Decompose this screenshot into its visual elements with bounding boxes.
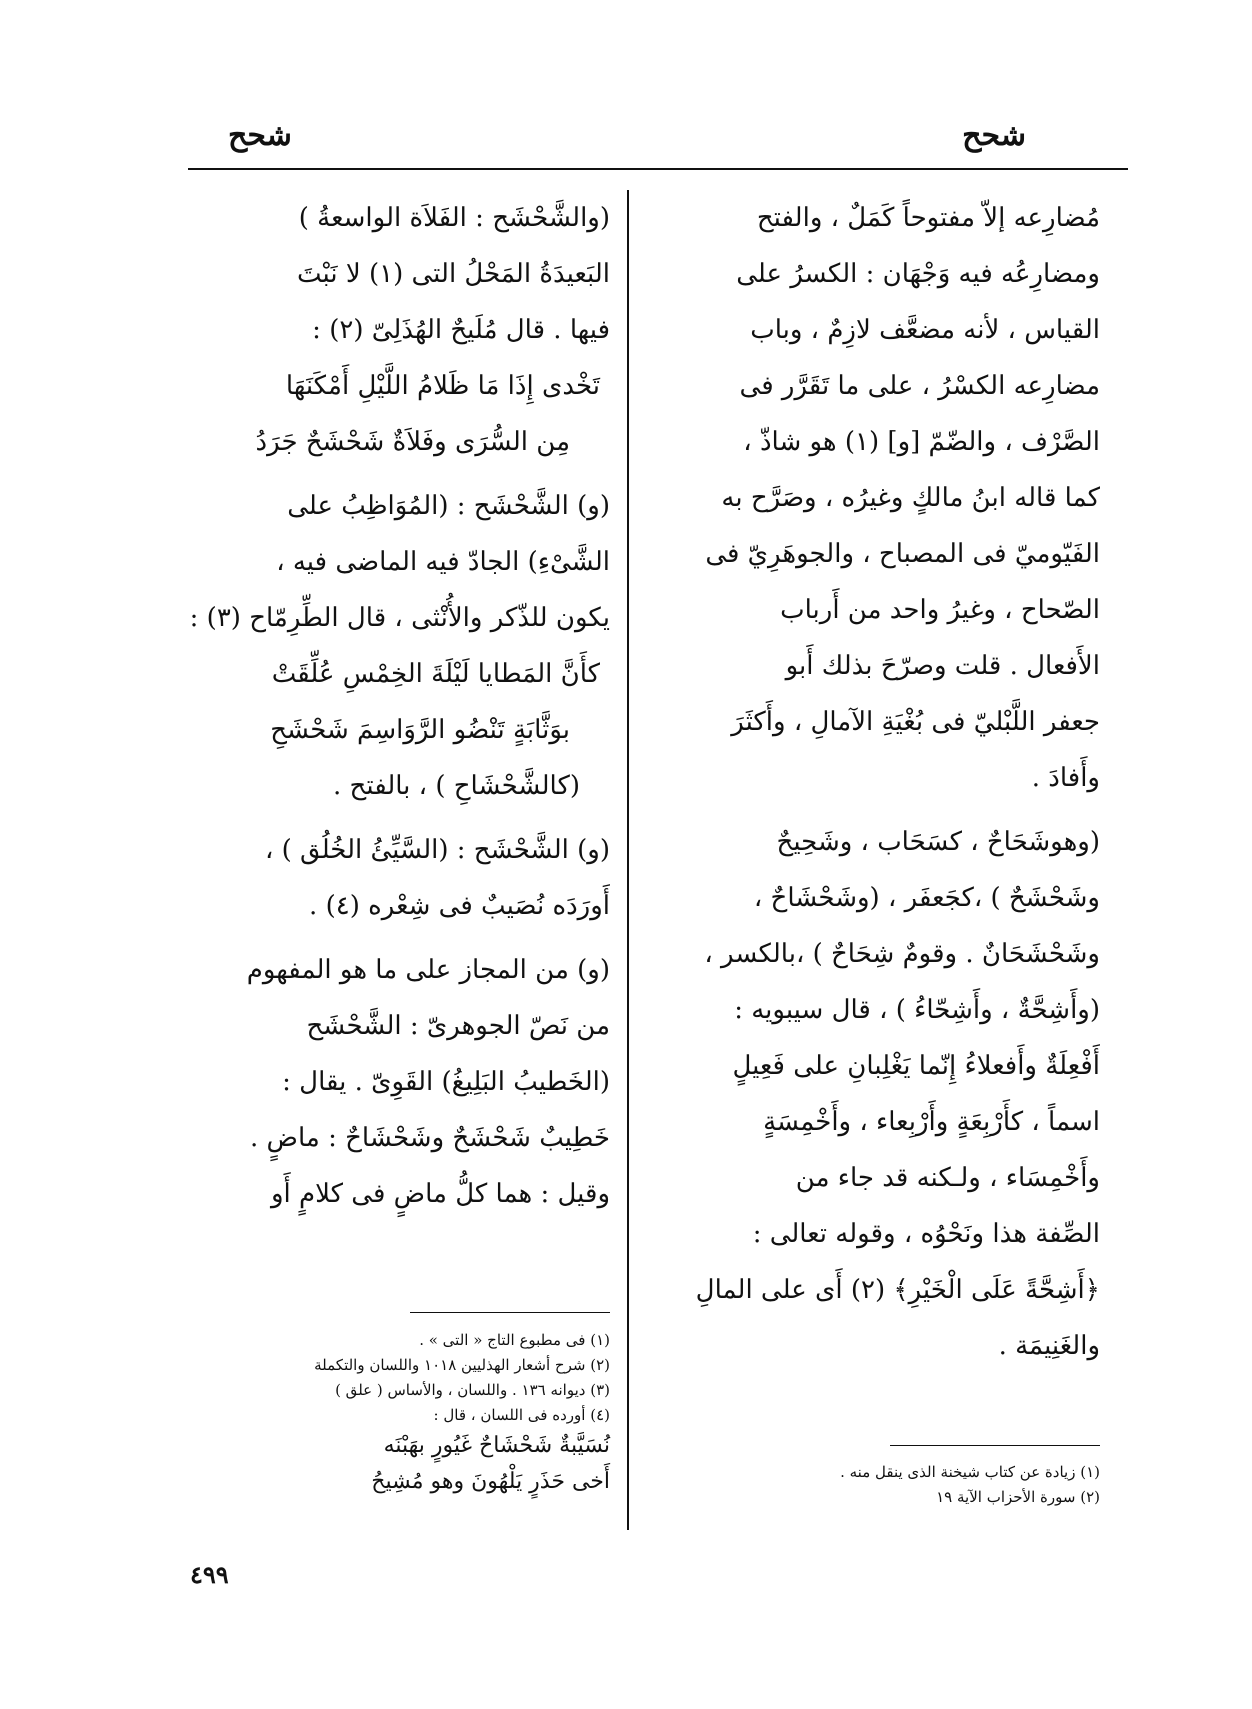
text-line: وشَحْشَحَانٌ . وقومٌ شِحَاحٌ ) ،بالكسر ، xyxy=(704,939,1100,969)
text-line: البَعيدَةُ المَحْلُ التى (١) لا نَبْتَ xyxy=(297,259,610,289)
text-line: (والشَّحْشَح : الفَلاَة الواسعةُ ) xyxy=(298,203,610,233)
left-paragraph-3 xyxy=(170,758,610,814)
text-line: (وأَشِحَّةٌ ، وأَشِحّاءُ ) ، قال سيبويه : xyxy=(734,995,1100,1025)
footnote-rule-right xyxy=(890,1445,1100,1446)
text-line: مضارِعه الكسْرُ ، على ما تَقَرَّر فى xyxy=(739,371,1100,401)
text-line: وقيل : هما كلُّ ماضٍ فى كلامٍ أَو xyxy=(270,1179,610,1209)
footnote: (٤) أورده فى اللسان ، قال : xyxy=(433,1406,610,1424)
right-paragraph-2 xyxy=(650,814,1100,1374)
header-rule xyxy=(188,168,1128,170)
page-header-right: شحح xyxy=(962,118,1026,153)
left-paragraph-4 xyxy=(170,822,610,934)
verse-line: بوَثَّابَةٍ تَنْضُو الرَّوَاسِمَ شَحْشَحِ xyxy=(270,715,570,745)
text-line: الفَيّوميّ فى المصباح ، والجوهَرِيّ فى xyxy=(705,539,1100,569)
footnote-rule-left xyxy=(410,1312,610,1313)
footnote: (٣) ديوانه ١٣٦ . واللسان ، والأساس ( علق ) xyxy=(335,1381,610,1399)
text-line: الأَفعال . قلت وصرّحَ بذلك أَبو xyxy=(785,651,1100,681)
text-line: كما قاله ابنُ مالكٍ وغيرُه ، وصَرَّح به xyxy=(721,483,1100,513)
left-paragraph-2 xyxy=(170,478,610,646)
text-line: فيها . قال مُلَيحٌ الهُذَلِىّ (٢) : xyxy=(312,315,610,345)
footnotes-left xyxy=(300,1328,610,1500)
verse-2 xyxy=(170,646,610,758)
text-line: ﴿أَشِحَّةً عَلَى الْخَيْرِ﴾ (٢) أَى على المالِ xyxy=(695,1275,1100,1305)
text-line: (و) الشَّحْشَح : (المُوَاظِبُ على xyxy=(287,491,610,521)
text-line: مُضارِعه إلاّ مفتوحاً كَمَلٌ ، والفتح xyxy=(756,203,1100,233)
text-line: (الخَطيبُ البَلِيغُ) القَوِىّ . يقال : xyxy=(282,1067,610,1097)
text-line: خَطِيبٌ شَحْشَحٌ وشَحْشَاحٌ : ماضٍ . xyxy=(250,1123,610,1153)
footnote-verse-line: أَخى حَذَرٍ يَلْهُونَ وهو مُشِيحُ xyxy=(371,1469,610,1494)
text-line: وأَخْمِسَاء ، ولـكنه قد جاء من xyxy=(795,1163,1100,1193)
footnote-verse-line: نُسَيَّبةٌ شَحْشَاحٌ غَيُورٍ بهَبْنَه xyxy=(383,1433,610,1458)
footnote: (١) فى مطبوع التاج « التى » . xyxy=(419,1331,610,1349)
page-number: ٤٩٩ xyxy=(190,1560,229,1589)
text-line: ومضارِعُه فيه وَجْهَان : الكسرُ على xyxy=(736,259,1100,289)
text-line: من نَصّ الجوهرىّ : الشَّحْشَح xyxy=(306,1011,610,1041)
text-line: جعفر اللَّبْليّ فى بُغْيَةِ الآمالِ ، وأَكثَرَ xyxy=(731,707,1100,737)
verse-1 xyxy=(170,358,610,470)
text-line: والغَنِيمَة . xyxy=(998,1331,1100,1361)
page-header-left: شحح xyxy=(228,118,292,153)
text-line: وشَحْشَحٌ ) ،كجَعفَر ، (وشَحْشَاحٌ ، xyxy=(753,883,1100,913)
text-line: اسماً ، كأَرْبِعَةٍ وأَرْبِعاء ، وأَخْمِسَةٍ xyxy=(763,1107,1100,1137)
footnote: (١) زيادة عن كتاب شيخنة الذى ينقل منه . xyxy=(840,1463,1100,1481)
text-line: أَورَدَه نُصَيبٌ فى شِعْره (٤) . xyxy=(309,891,610,921)
left-paragraph-5 xyxy=(170,942,610,1222)
footnote: (٢) سورة الأحزاب الآية ١٩ xyxy=(936,1488,1100,1506)
text-line: الصِّفة هذا ونَحْوُه ، وقوله تعالى : xyxy=(752,1219,1100,1249)
text-line: الصَّرْف ، والضّمّ [و] (١) هو شاذّ ، xyxy=(743,427,1100,457)
text-line: الصّحاح ، وغيرُ واحد من أَرباب xyxy=(780,595,1100,625)
right-paragraph-1 xyxy=(650,190,1100,806)
text-line: القياس ، لأنه مضعَّف لازِمٌ ، وباب xyxy=(750,315,1100,345)
verse-line: كأَنَّ المَطايا لَيْلَةَ الخِمْسِ عُلِّقَتْ xyxy=(271,659,600,689)
right-column xyxy=(650,190,1100,1374)
left-paragraph-1 xyxy=(170,190,610,358)
footnote: (٢) شرح أشعار الهذليين ١٠١٨ واللسان والتكملة xyxy=(314,1356,610,1374)
column-divider xyxy=(627,190,629,1530)
text-line: (و) الشَّحْشَح : (السَّيِّئُ الخُلُق ) ، xyxy=(264,835,610,865)
text-line: (كالشَّحْشَاحِ ) ، بالفتح . xyxy=(333,771,580,801)
footnotes-right xyxy=(740,1460,1100,1510)
text-line: أَفْعِلَةٌ وأَفعلاءُ إِنّما يَغْلِبانِ على فَعِيلٍ xyxy=(732,1051,1100,1081)
verse-line: مِن السُّرَى وفَلاَةٌ شَحْشَحٌ جَرَدُ xyxy=(255,427,570,457)
left-column xyxy=(170,190,610,1222)
text-line: (و) من المجاز على ما هو المفهوم xyxy=(246,955,610,985)
text-line: وأَفادَ . xyxy=(1031,763,1100,793)
verse-line: تَخْدى إِذَا مَا ظَلامُ اللَّيْلِ أَمْكَنَهَا xyxy=(285,371,600,401)
text-line: يكون للذّكر والأُنْثى ، قال الطِّرِمّاح (٣) : xyxy=(189,603,610,633)
text-line: (وهوشَحَاحٌ ، كسَحَاب ، وشَحِيحٌ xyxy=(776,827,1100,857)
text-line: الشَّىْءِ) الجادّ فيه الماضى فيه ، xyxy=(276,547,610,577)
